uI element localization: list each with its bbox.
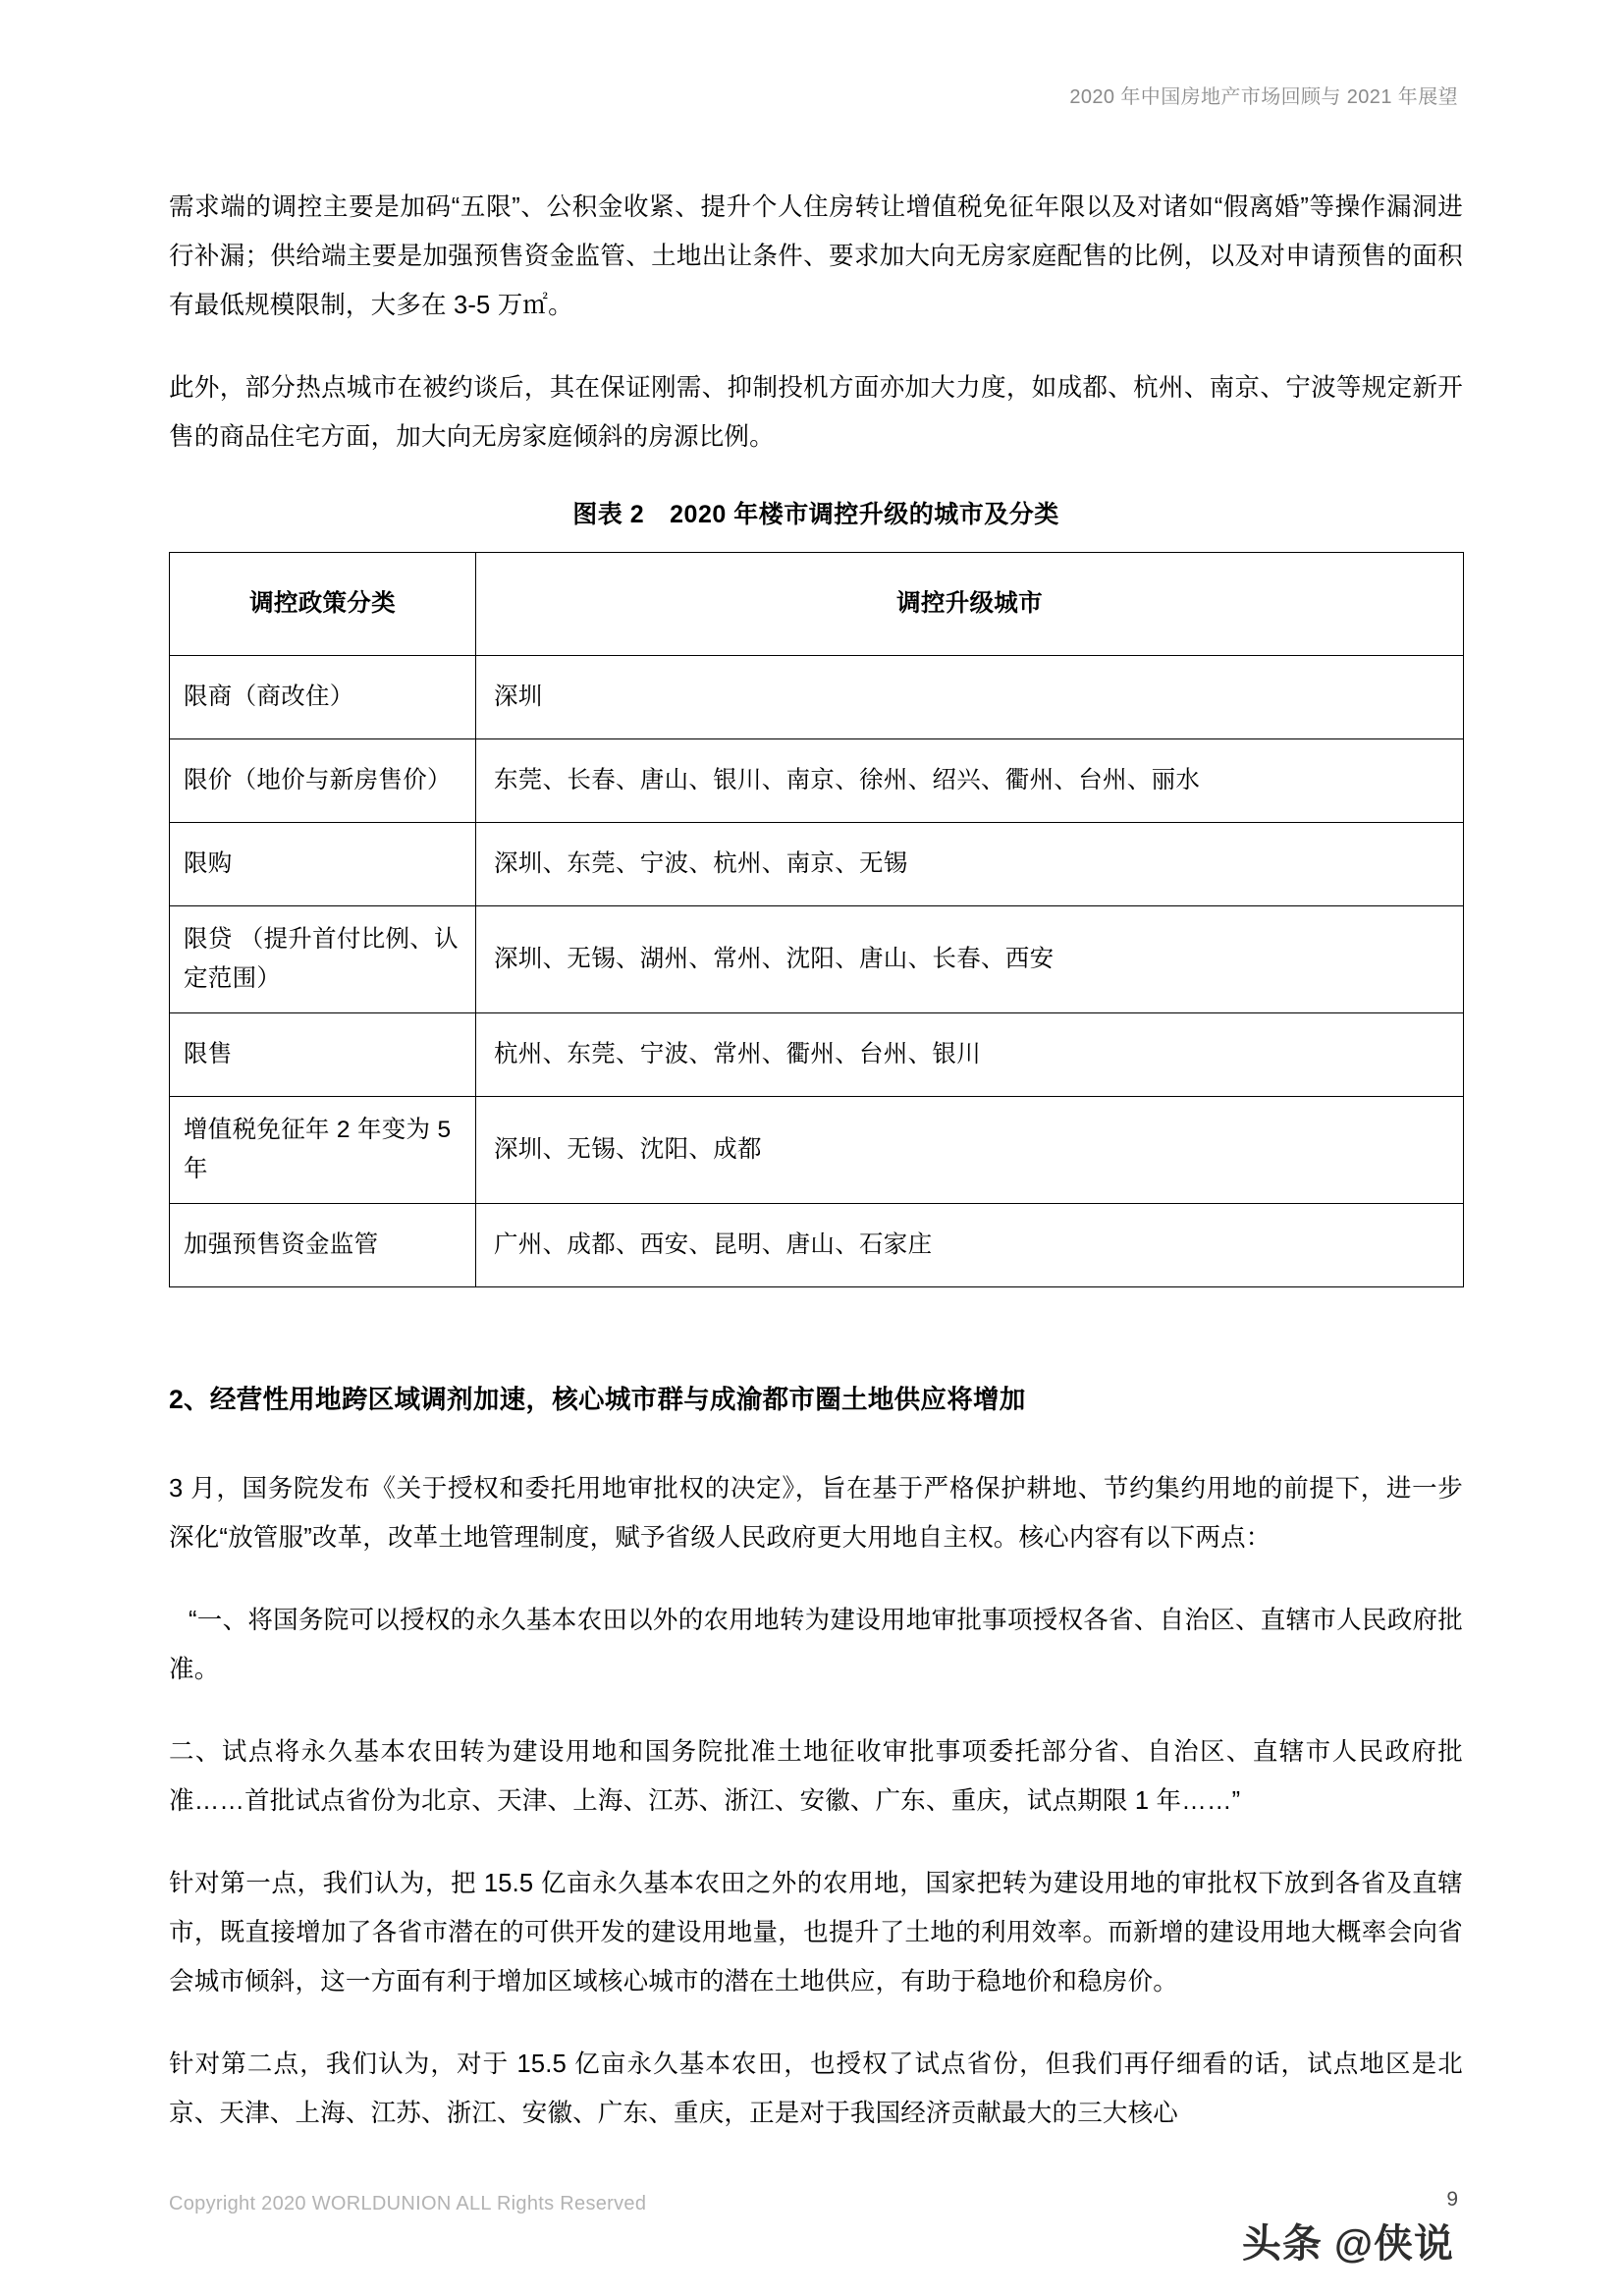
figure-label: 图表 2 — [572, 501, 645, 528]
page-number: 9 — [1446, 2188, 1458, 2211]
figure-caption — [169, 495, 1463, 530]
cell-cities: 深圳、无锡、湖州、常州、沈阳、唐山、长春、西安 — [476, 906, 1464, 1013]
copyright-notice: Copyright 2020 WORLDUNION ALL Rights Reserved — [169, 2193, 647, 2214]
cell-category: 限贷 （提升首付比例、认定范围） — [170, 906, 476, 1013]
table-row — [170, 823, 1464, 906]
paragraph-demand-side-policy: 需求端的调控主要是加码“五限”、公积金收紧、提升个人住房转让增值税免征年限以及对诸如“假离婚”等操作漏洞进行补漏；供给端主要是加强预售资金监管、土地出让条件、要求加大向无房家庭配售的比例，以及对申请预售的面积有最低规模限制，大多在 3-5 万㎡。 — [169, 193, 1463, 319]
cell-category: 限购 — [170, 823, 476, 906]
paragraph-state-council-decision: 3 月，国务院发布《关于授权和委托用地审批权的决定》，旨在基于严格保护耕地、节约集约用地的前提下，进一步深化“放管服”改革，改革土地管理制度，赋予省级人民政府更大用地自主权。核心内容有以下两点： — [169, 1475, 1463, 1552]
watermark: 头条 @侠说 — [1241, 2222, 1454, 2266]
column-header-cities: 调控升级城市 — [476, 553, 1464, 656]
cell-cities: 深圳 — [476, 656, 1464, 739]
table-row — [170, 906, 1464, 1013]
table-row — [170, 1097, 1464, 1204]
cell-cities: 广州、成都、西安、昆明、唐山、石家庄 — [476, 1204, 1464, 1287]
cell-category: 限价（地价与新房售价） — [170, 739, 476, 823]
cell-cities: 深圳、东莞、宁波、杭州、南京、无锡 — [476, 823, 1464, 906]
table-row — [170, 739, 1464, 823]
table-row — [170, 656, 1464, 739]
table-header-row — [170, 553, 1464, 656]
cell-category: 增值税免征年 2 年变为 5 年 — [170, 1097, 476, 1204]
cell-category: 加强预售资金监管 — [170, 1204, 476, 1287]
cell-category: 限商（商改住） — [170, 656, 476, 739]
paragraph-hot-cities: 此外，部分热点城市在被约谈后，其在保证刚需、抑制投机方面亦加大力度，如成都、杭州、南京、宁波等规定新开售的商品住宅方面，加大向无房家庭倾斜的房源比例。 — [169, 374, 1463, 451]
column-header-category: 调控政策分类 — [170, 553, 476, 656]
policy-upgrade-table — [169, 552, 1464, 1287]
running-header: 2020 年中国房地产市场回顾与 2021 年展望 — [1069, 86, 1458, 108]
paragraph-quote-point-two: 二、试点将永久基本农田转为建设用地和国务院批准土地征收审批事项委托部分省、自治区、直辖市人民政府批准……首批试点省份为北京、天津、上海、江苏、浙江、安徽、广东、重庆，试点期限 1 年……” — [169, 1738, 1463, 1815]
paragraph-quote-point-one: “一、将国务院可以授权的永久基本农田以外的农用地转为建设用地审批事项授权各省、自治区、直辖市人民政府批准。 — [169, 1607, 1463, 1683]
page-content — [169, 183, 1463, 2171]
paragraph-analysis-point-one: 针对第一点，我们认为，把 15.5 亿亩永久基本农田之外的农用地，国家把转为建设用地的审批权下放到各省及直辖市，既直接增加了各省市潜在的可供开发的建设用地量，也提升了土地的利用效率。而新增的建设用地大概率会向省会城市倾斜，这一方面有利于增加区域核心城市的潜在土地供应，有助于稳地价和稳房价。 — [169, 1870, 1463, 1995]
figure-title: 2020 年楼市调控升级的城市及分类 — [670, 501, 1059, 528]
cell-cities: 东莞、长春、唐山、银川、南京、徐州、绍兴、衢州、台州、丽水 — [476, 739, 1464, 823]
paragraph-analysis-point-two: 针对第二点，我们认为，对于 15.5 亿亩永久基本农田，也授权了试点省份，但我们再仔细看的话，试点地区是北京、天津、上海、江苏、浙江、安徽、广东、重庆，正是对于我国经济贡献最大的三大核心 — [169, 2050, 1463, 2127]
section-heading: 2、经营性用地跨区域调剂加速，核心城市群与成渝都市圈土地供应将增加 — [169, 1385, 1026, 1414]
cell-cities: 杭州、东莞、宁波、常州、衢州、台州、银川 — [476, 1013, 1464, 1097]
cell-cities: 深圳、无锡、沈阳、成都 — [476, 1097, 1464, 1204]
table-row — [170, 1204, 1464, 1287]
table-row — [170, 1013, 1464, 1097]
cell-category: 限售 — [170, 1013, 476, 1097]
